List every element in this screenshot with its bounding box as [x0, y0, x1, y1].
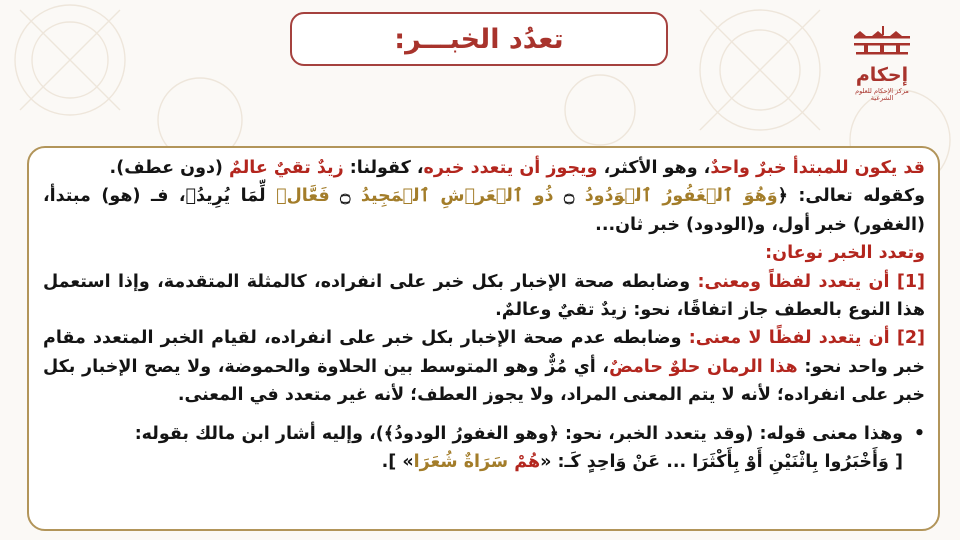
types-heading: وتعدد الخبر نوعان: [765, 243, 925, 264]
type2-num: [2] [896, 328, 925, 349]
bullet-text: وهذا معنى قوله: (وقد يتعدد الخبر، نحو: ﴿وهو الغفورُ الودودُ﴾)، وإليه أشار ابن مالك بقوله: [134, 423, 903, 444]
s1-d: ، كقولنا: [343, 158, 424, 178]
type2-example: هذا الرمان حلوٌ حامضٌ [609, 356, 798, 377]
s2-d: ذُو ٱلۡعَرۡشِ ٱلۡمَجِيدُ [360, 186, 554, 207]
slide-title: تعدُد الخبـــر: [394, 23, 564, 55]
bullet-icon: • [913, 423, 925, 444]
type-2 [43, 324, 925, 409]
logo-emblem-icon [846, 26, 918, 66]
s2-e: ۝ [329, 186, 361, 207]
type2-text2: ، أي مُزٌّ وهو المتوسط بين الحلاوة والحموضة، ولا يصح الإخبار بكل خبر على انفراده؛ لأنه لا يتم المعنى المراد، ولا يجوز العطف؛ لأنه غير متعدد في المعنى. [43, 356, 925, 406]
s1-b: ، وهو الأكثر، [597, 158, 711, 178]
type-1 [43, 268, 925, 325]
title-box [290, 12, 668, 66]
s1-a: قد يكون للمبتدأ خبرٌ واحدٌ [710, 158, 925, 178]
s1-f: (دون عطف). [109, 158, 230, 178]
s2-g: لِّمَا يُرِيدُ﴾، فـ (هو) مبتدأ، (الغفور) خبر أول، و(الودود) خبر ثان... [43, 186, 925, 235]
type1-text: وضابطه صحة الإخبار بكل خبر على انفراده، كالمثلة المتقدمة، وإذا استعمل هذا النوع بالعطف جاز اتفاقًا، نحو: زيدٌ تقيٌ وعالمٌ. [43, 271, 925, 321]
content-text [43, 154, 925, 476]
s2-b: وَهُوَ ٱلۡغَفُورُ ٱلۡوَدُودُ [584, 186, 778, 207]
content-box [27, 146, 940, 531]
paragraph-intro [43, 154, 925, 182]
type2-label: أن يتعدد لفظًا لا معنى: [681, 328, 897, 349]
bullet-verse [43, 448, 903, 476]
verse-b: هُمْ [514, 452, 541, 473]
s1-e: زيدٌ تقيٌ عالمٌ [229, 158, 344, 178]
type1-label: أن يتعدد لفظاً ومعنى: [690, 271, 897, 292]
logo [846, 26, 918, 100]
verse-d: » ]. [381, 452, 414, 473]
logo-name: إحكام [855, 64, 909, 86]
s2-f: فَعَّالٞ [276, 186, 330, 207]
type2-text1: وضابطه عدم صحة الإخبار بكل خبر على انفراده، لقيام الخبر المتعدد مقام خبر واحد نحو: [43, 328, 926, 377]
paragraph-verse-example [43, 182, 925, 239]
logo-subtitle: مركز الإحكام للعلوم الشرعية [855, 87, 909, 102]
verse-a: [ وَأَخْبَرُوا بِاثْنَيْنِ أَوْ بِأَكْثَرَا ... عَنْ وَاحِدٍ كَـ: « [540, 452, 903, 473]
s2-c: ۝ [553, 186, 585, 207]
bullet-section [43, 420, 925, 477]
s2-a: وكقوله تعالى: ﴿ [777, 186, 926, 207]
type1-num: [1] [896, 271, 925, 292]
s1-c: ويجوز أن يتعدد خبره [423, 158, 598, 178]
verse-c: سَرَاةٌ شُعَرَا [413, 452, 515, 473]
